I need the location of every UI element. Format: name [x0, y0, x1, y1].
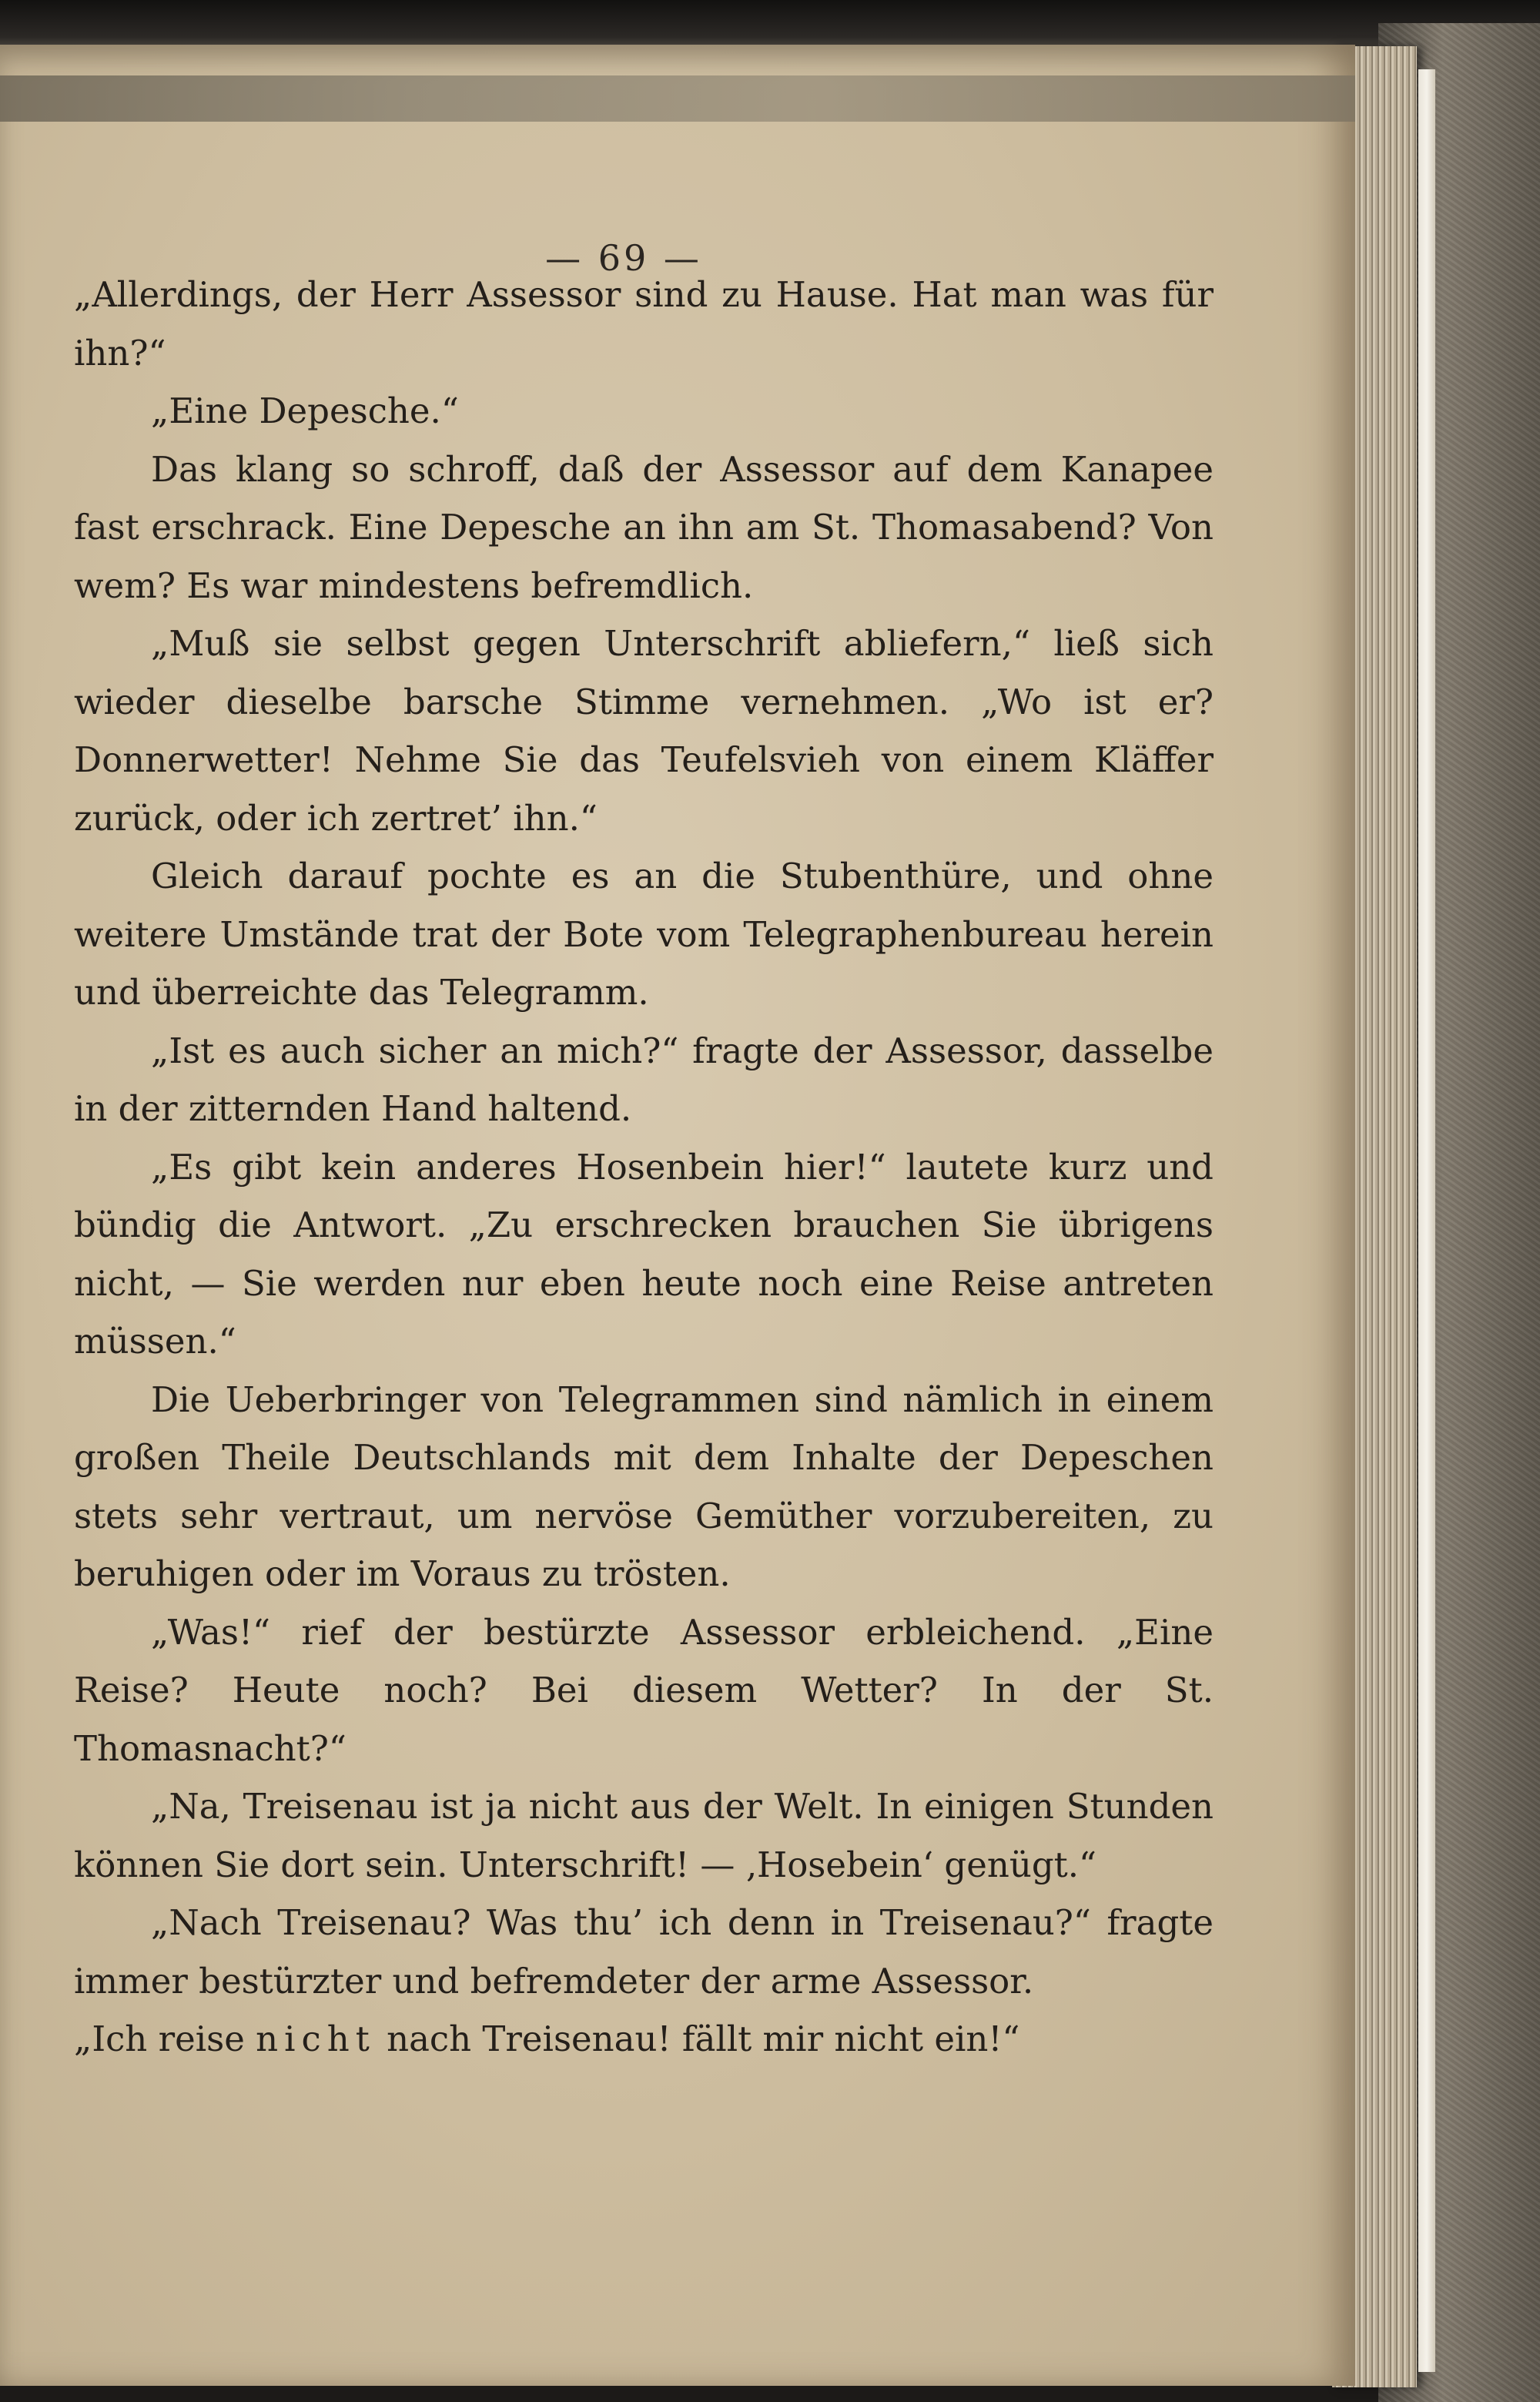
page-text — [74, 266, 1214, 2069]
paragraph: „Na, Treisenau ist ja nicht aus der Welt. In einigen Stunden können Sie dort sein. Unterschrift! — ‚Hosebein‘ genügt.“ — [74, 1786, 1214, 1885]
paragraph: Die Ueberbringer von Telegrammen sind nämlich in einem großen Theile Deutschlands mit dem Inhalte der Depeschen stets sehr vertraut, um nervöse Gemüther vorzubereiten, zu beruhigen oder im Voraus zu trösten. — [74, 1379, 1214, 1594]
paragraph: „Was!“ rief der bestürzte Assessor erbleichend. „Eine Reise? Heute noch? Bei diesem Wetter? In der St. Thomasnacht?“ — [74, 1611, 1214, 1769]
last-line-start: „Ich reise — [74, 2018, 256, 2059]
spaced-emphasis: nicht — [256, 2018, 376, 2059]
paragraph: „Eine Depesche.“ — [151, 390, 459, 431]
page-top-shadow — [0, 75, 1355, 122]
last-line-end: nach Treisenau! fällt mir nicht ein!“ — [375, 2018, 1020, 2059]
page-edge-highlight — [1418, 69, 1435, 2372]
paragraph: Das klang so schroff, daß der Assessor auf dem Kanapee fast erschrack. Eine Depesche an ihn am St. Thomasabend? Von wem? Es war mindestens befremdlich. — [74, 448, 1214, 606]
paragraph: „Muß sie selbst gegen Unterschrift abliefern,“ ließ sich wieder dieselbe barsche Stimme vernehmen. „Wo ist er? Donnerwetter! Nehme Sie das Teufelsvieh von einem Kläffer zurück, oder ich zertret’ ihn.“ — [74, 623, 1214, 839]
last-line — [74, 2010, 1214, 2069]
paragraph: Gleich darauf pochte es an die Stubenthüre, und ohne weitere Umstände trat der Bote vom Telegraphenbureau herein und überreichte das Telegramm. — [74, 856, 1214, 1013]
paragraph: „Es gibt kein anderes Hosenbein hier!“ lautete kurz und bündig die Antwort. „Zu erschrecken brauchen Sie übrigens nicht, — Sie werden nur eben heute noch eine Reise antreten müssen.“ — [74, 1146, 1214, 1362]
paragraph: „Ist es auch sicher an mich?“ fragte der Assessor, dasselbe in der zitternden Hand haltend. — [74, 1030, 1214, 1129]
paragraph: „Nach Treisenau? Was thu’ ich denn in Treisenau?“ fragte immer bestürzter und befremdeter der arme Assessor. — [74, 1902, 1214, 2002]
page-number: — 69 — — [545, 237, 702, 279]
paragraph: „Allerdings, der Herr Assessor sind zu Hause. Hat man was für ihn?“ — [74, 274, 1214, 374]
